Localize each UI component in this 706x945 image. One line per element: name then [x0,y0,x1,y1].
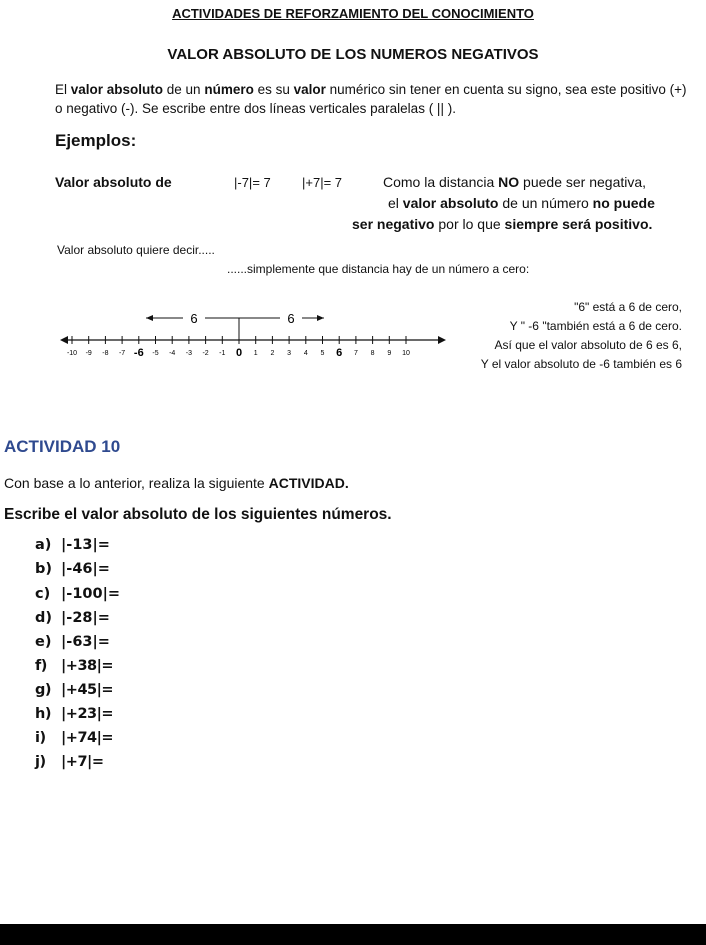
right-explanation-3: Así que el valor absoluto de 6 es 6, [494,338,682,352]
tick-label: 6 [336,347,343,359]
exercise-expression: |-13|= [61,537,110,553]
tick-label: 7 [353,350,358,357]
tick-label: 0 [235,347,243,359]
exercise-expression: |+7|= [61,754,104,770]
tick-label: -7 [118,350,126,357]
tick-label: 1 [253,350,258,357]
axis-left-arrow-icon [60,336,68,344]
example-explanation-line-1 [383,174,646,190]
tick-label: 8 [370,350,375,357]
tick-label: 10 [402,350,410,357]
exercise-label: b) [35,561,53,577]
left-arrowhead-icon [146,315,153,321]
left-distance-label: 6 [190,311,198,326]
exercise-item [35,634,110,650]
exp-bold: siempre será positivo. [504,216,653,232]
exercise-label: g) [35,682,52,698]
explanation-line-1: Valor absoluto quiere decir..... [57,243,215,257]
tick-label: -4 [169,350,176,357]
exercise-item [35,706,113,722]
exp-text: de un número [498,195,593,211]
tick-label: -2 [202,350,209,357]
explanation-line-2: ......simplemente que distancia hay de un número a cero: [227,262,530,276]
examples-heading: Ejemplos: [55,131,137,150]
exercise-item [35,730,113,746]
right-explanation-1: "6" está a 6 de cero, [574,300,682,314]
right-arrowhead-icon [317,315,324,321]
exp-text: puede ser negativa, [519,174,647,190]
tick-label: -9 [85,350,92,357]
tick-label: -6 [133,347,144,359]
tick-label: 5 [320,350,325,357]
exercise-label: i) [35,730,46,746]
intro-paragraph [55,80,695,118]
intro-bold-1: valor absoluto [70,82,164,97]
exercise-label: d) [35,610,53,626]
right-distance-label: 6 [287,311,295,326]
exp-bold: ser negativo [352,216,435,232]
intro-bold-3: valor [293,82,326,97]
exercise-label: a) [35,537,52,553]
intro-text-4: numérico sin tener en cuenta su signo, sea este positivo (+) o negativo (-). Se escribe entre dos líneas verticales paralelas ( || ). [55,82,687,116]
exercise-item [35,537,110,553]
tick-label: -5 [152,350,159,357]
exercise-label: f) [35,658,47,674]
section-title: VALOR ABSOLUTO DE LOS NUMEROS NEGATIVOS [167,46,539,63]
exercise-expression: |-28|= [61,610,110,626]
exercise-label: c) [35,586,51,602]
example-negative: |-7|= 7 [234,175,271,190]
intro-text-3: es su [253,82,294,97]
tick-label: 3 [287,350,292,357]
exp-text: el [388,195,403,211]
exercise-expression: |+45|= [61,682,114,698]
example-explanation-line-2 [388,195,655,211]
exercise-expression: |-46|= [61,561,110,577]
tick-label: -3 [185,350,193,357]
examples-label: Valor absoluto de [55,174,172,190]
tick-label: -8 [102,350,109,357]
number-line [56,305,456,375]
tick-label: 4 [303,350,308,357]
exercise-expression: |+23|= [61,706,114,722]
exercise-label: e) [35,634,52,650]
axis-right-arrow-icon [438,336,446,344]
intro-text-2: de un [163,82,205,97]
exercise-label: h) [35,706,51,722]
exp-text: por lo que [434,216,505,232]
activity-task: Escribe el valor absoluto de los siguientes números. [4,506,392,523]
exp-bold: NO [498,174,520,190]
right-explanation-4: Y el valor absoluto de -6 también es 6 [480,357,682,371]
example-positive: |+7|= 7 [302,175,343,190]
activity-heading: ACTIVIDAD 10 [4,437,121,456]
exercise-label: j) [35,754,46,770]
exercise-item [35,682,113,698]
exp-bold: valor absoluto [402,195,499,211]
intro-text-1: El [55,82,71,97]
exercise-item [35,754,103,770]
instruction-bold: ACTIVIDAD. [268,475,349,491]
exercise-item [35,658,113,674]
tick-label: 2 [270,350,275,357]
bottom-bar [0,924,706,945]
exercise-item [35,561,110,577]
activity-instruction [4,475,349,491]
tick-label: -1 [219,350,226,357]
tick-label: -10 [66,350,78,357]
exp-bold: no puede [592,195,655,211]
exercise-expression: |+74|= [61,730,114,746]
example-explanation-line-3 [352,216,652,232]
exp-text: Como la distancia [383,174,499,190]
exercise-expression: |+38|= [61,658,114,674]
intro-bold-2: número [204,82,254,97]
tick-label: 9 [387,350,392,357]
exercise-expression: |-63|= [61,634,110,650]
right-explanation-2: Y " -6 "también está a 6 de cero. [509,319,682,333]
exercise-item [35,586,120,602]
exercise-item [35,610,110,626]
header-title: ACTIVIDADES DE REFORZAMIENTO DEL CONOCIMIENTO [172,6,534,21]
exercise-expression: |-100|= [61,586,121,602]
instruction-text: Con base a lo anterior, realiza la siguiente [4,475,269,491]
